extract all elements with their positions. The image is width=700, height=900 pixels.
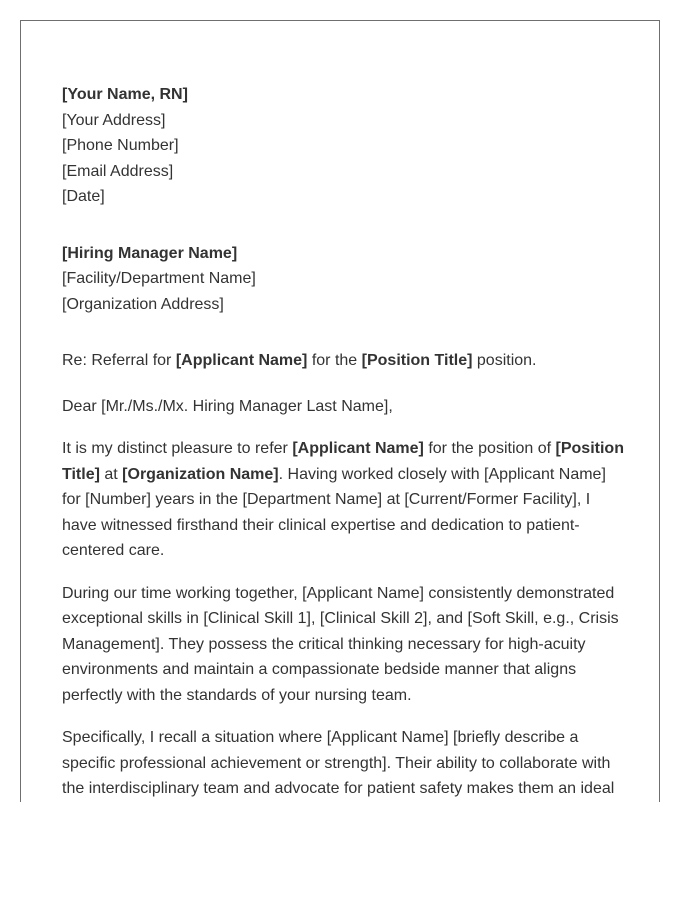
subject-line <box>62 348 624 374</box>
p1-text-1: It is my distinct pleasure to refer <box>62 440 293 457</box>
salutation: Dear [Mr./Ms./Mx. Hiring Manager Last Name], <box>62 397 393 415</box>
p1-position: [Position Title] <box>62 440 624 483</box>
p1-organization: [Organization Name] <box>122 465 279 483</box>
letter-content <box>62 82 624 802</box>
paragraph-1 <box>62 436 624 564</box>
recipient-department: [Facility/Department Name] <box>62 270 256 287</box>
p1-text-4: . Having worked closely with [Applicant Name] for [Number] years in the [Department Name] at [Current/Former Facility], I have witnessed firsthand their clinical expertise and dedication to patient-centered care. <box>62 465 606 559</box>
subject-middle: for the <box>307 352 362 369</box>
paragraph-2: During our time working together, [Applicant Name] consistently demonstrated exceptional skills in [Clinical Skill 1], [Clinical Skill 2], and [Soft Skill, e.g., Crisis Management]. They possess the critical thinking necessary for high-acuity environments and maintain a compassionate bedside manner that aligns perfectly with the standards of your nursing team. <box>62 584 619 704</box>
sender-email: [Email Address] <box>62 162 174 180</box>
sender-phone: [Phone Number] <box>62 137 179 154</box>
letter-page <box>20 20 660 802</box>
p1-text-3: at <box>99 465 123 483</box>
paragraph-3: Specifically, I recall a situation where [Applicant Name] [briefly describe a specific professional achievement or strength]. Their ability to collaborate with the interdisciplinary team and advocate for patient safety makes them an ideal <box>62 729 615 797</box>
p1-applicant: [Applicant Name] <box>292 440 424 457</box>
subject-suffix: position. <box>472 352 537 369</box>
subject-applicant: [Applicant Name] <box>175 352 308 369</box>
recipient-block <box>62 241 624 318</box>
recipient-address: [Organization Address] <box>62 295 224 313</box>
sender-name: [Your Name, RN] <box>62 86 188 103</box>
sender-block <box>62 82 624 210</box>
sender-address: [Your Address] <box>62 111 166 129</box>
subject-position: [Position Title] <box>361 352 473 369</box>
p1-text-2: for the position of <box>423 440 556 457</box>
sender-date: [Date] <box>62 188 105 205</box>
recipient-name: [Hiring Manager Name] <box>62 244 238 262</box>
subject-prefix: Re: Referral for <box>62 352 176 369</box>
